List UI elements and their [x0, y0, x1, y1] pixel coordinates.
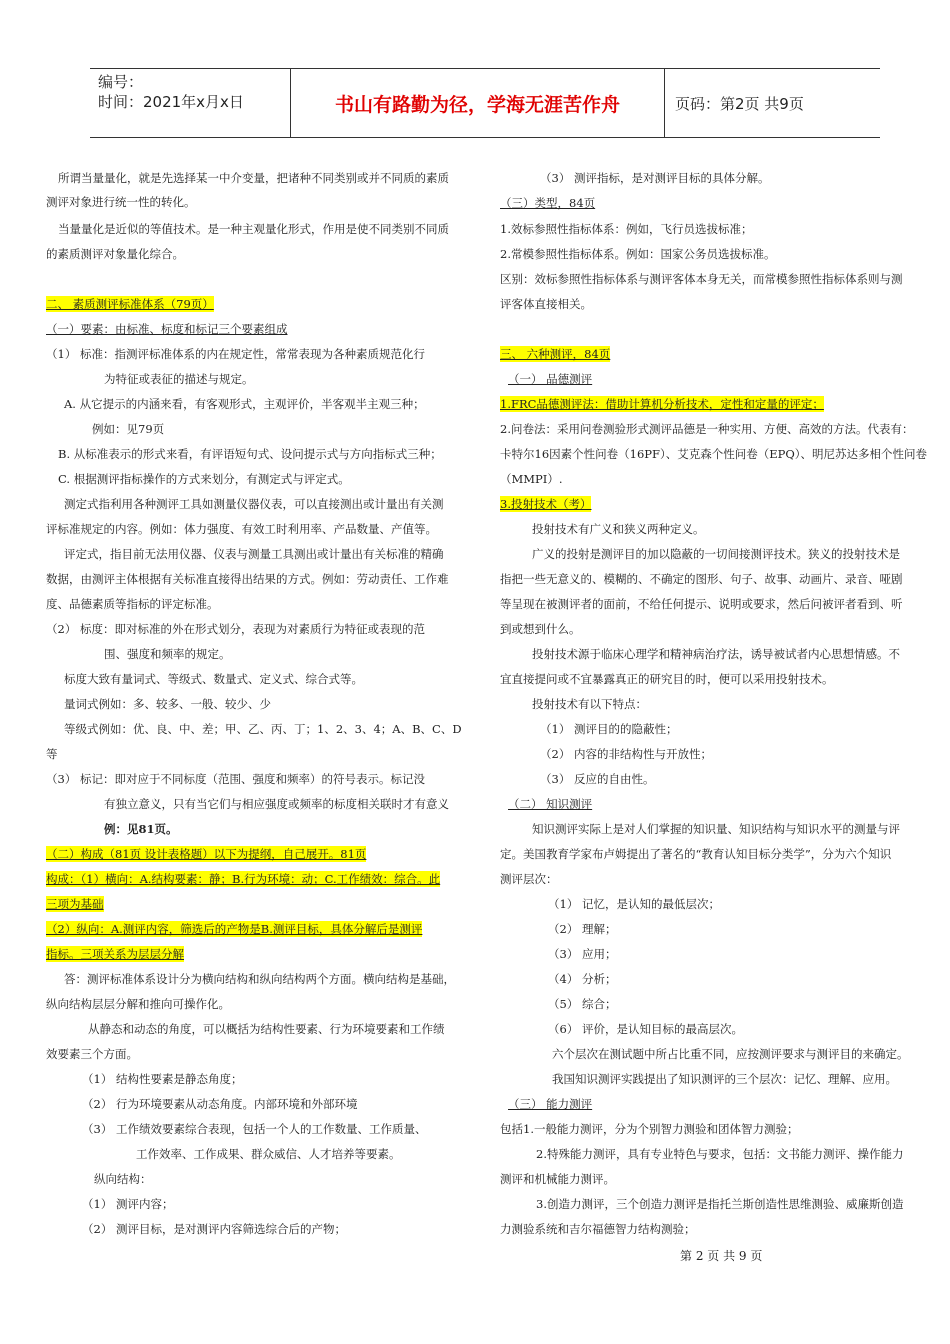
right-text-line: 测评和机械能力测评。 — [500, 1172, 615, 1186]
left-text-line: （2） 标度：即对标准的外在形式划分，表现为对素质行为特征或表现的范 — [46, 622, 425, 636]
left-text-line: 评标准规定的内容。例如：体力强度、有效工时利用率、产品数量、产值等。 — [46, 522, 437, 536]
right-text-line: （2） 理解； — [548, 922, 617, 936]
right-text-line: 3.投射技术（考） — [500, 497, 592, 511]
left-text-line: （1） 结构性要素是静态角度； — [82, 1072, 243, 1086]
left-text-line: 等 — [46, 747, 58, 761]
right-text-line: 投射技术有以下特点： — [532, 697, 647, 711]
right-text-line: 区别：效标参照性指标体系与测评客体本身无关，而常模参照性指标体系则与测 — [500, 272, 903, 286]
right-text-line: （2） 内容的非结构性与开放性； — [540, 747, 712, 761]
right-text-line: 包括1.一般能力测评，分为个别智力测验和团体智力测验； — [500, 1122, 799, 1136]
right-text-line: （3） 应用； — [548, 947, 617, 961]
left-text-line: 纵向结构： — [94, 1172, 152, 1186]
right-text-line: 3.创造力测评，三个创造力测评是指托兰斯创造性思维测验、威廉斯创造 — [536, 1197, 904, 1211]
right-text-line: 知识测评实际上是对人们掌握的知识量、知识结构与知识水平的测量与评 — [532, 822, 900, 836]
right-text-line: 力测验系统和吉尔福德智力结构测验； — [500, 1222, 696, 1236]
left-text-line: 三项为基础 — [46, 897, 104, 911]
left-text-line: （3） 工作绩效要素综合表现，包括一个人的工作数量、工作质量、 — [82, 1122, 427, 1136]
header-motto: 书山有路勤为径，学海无涯苦作舟 — [291, 69, 665, 137]
right-text-line: 测评层次： — [500, 872, 558, 886]
right-text-line: （3） 测评指标，是对测评目标的具体分解。 — [540, 171, 770, 185]
header-meta — [90, 69, 291, 137]
right-text-line: 我国知识测评实践提出了知识测评的三个层次：记忆、理解、应用。 — [552, 1072, 897, 1086]
right-text-line: 2.特殊能力测评，具有专业特色与要求，包括：文书能力测评、操作能力 — [536, 1147, 904, 1161]
right-text-line: 评客体直接相关。 — [500, 297, 592, 311]
right-text-line: （3） 反应的自由性。 — [540, 772, 655, 786]
left-text-line: 工作效率、工作成果、群众威信、人才培养等要素。 — [136, 1147, 401, 1161]
right-text-line: 定。美国教育学家布卢姆提出了著名的“教育认知目标分类学”，分为六个知识 — [500, 847, 892, 861]
left-text-line: 有独立意义，只有当它们与相应强度或频率的标度相关联时才有意义 — [104, 797, 449, 811]
left-text-line: B. 从标准表示的形式来看，有评语短句式、设问提示式与方向指标式三种； — [58, 447, 442, 461]
left-text-line: 评定式，指目前无法用仪器、仪表与测量工具测出或计量出有关标准的精确 — [64, 547, 444, 561]
right-text-line: （6） 评价，是认知目标的最高层次。 — [548, 1022, 743, 1036]
left-text-line: （二）构成（81页 设计表格题）以下为提纲，自己展开。81页 — [46, 847, 367, 861]
left-text-line: （2）纵向：A.测评内容，筛选后的产物是B.测评目标，具体分解后是测评 — [46, 922, 423, 936]
right-text-line: 卡特尔16因素个性问卷（16PF）、艾克森个性问卷（EPQ）、明尼苏达多相个性问卷 — [500, 447, 928, 461]
left-text-line: 当量量化是近似的等值技术。是一种主观量化形式，作用是使不同类别不同质 — [58, 222, 449, 236]
left-text-line: （2） 测评目标，是对测评内容筛选综合后的产物； — [82, 1222, 346, 1236]
right-text-line: 2.常模参照性指标体系。例如：国家公务员选拔标准。 — [500, 247, 776, 261]
right-text-line: （三） 能力测评 — [508, 1097, 593, 1111]
right-text-line: 2.问卷法：采用问卷测验形式测评品德是一种实用、方便、高效的方法。代表有： — [500, 422, 914, 436]
left-text-line: 答：测评标准体系设计分为横向结构和纵向结构两个方面。横向结构是基础， — [64, 972, 455, 986]
right-text-line: 1.效标参照性指标体系：例如，飞行员选拔标准； — [500, 222, 753, 236]
left-text-line: 例：见81页。 — [104, 822, 178, 836]
left-text-line: 效要素三个方面。 — [46, 1047, 138, 1061]
left-text-line: C. 根据测评指标操作的方式来划分，有测定式与评定式。 — [58, 472, 350, 486]
right-text-line: （1） 测评目的的隐蔽性； — [540, 722, 678, 736]
left-text-line: （2） 行为环境要素从动态角度。内部环境和外部环境 — [82, 1097, 358, 1111]
right-text-line: 三、 六种测评，84页 — [500, 347, 611, 361]
left-text-line: （1） 标准：指测评标准体系的内在规定性，常常表现为各种素质规范化行 — [46, 347, 425, 361]
left-text-line: 数据，由测评主体根据有关标准直接得出结果的方式。例如：劳动责任、工作难 — [46, 572, 449, 586]
left-text-line: （1） 测评内容； — [82, 1197, 174, 1211]
page-header — [90, 68, 880, 138]
left-text-line: 量词式例如：多、较多、一般、较少、少 — [64, 697, 271, 711]
left-text-line: 构成：（1）横向：A.结构要素：静；B.行为环境：动；C.工作绩效：综合。此 — [46, 872, 441, 886]
left-text-line: 围、强度和频率的规定。 — [104, 647, 231, 661]
page-number-label: 页码：第2页 共9页 — [675, 95, 804, 113]
left-text-line: 测定式指利用各种测评工具如测量仪器仪表，可以直接测出或计量出有关测 — [64, 497, 444, 511]
left-text-line: 从静态和动态的角度，可以概括为结构性要素、行为环境要素和工作绩 — [88, 1022, 445, 1036]
right-text-line: 指把一些无意义的、模糊的、不确定的图形、句子、故事、动画片、录音、哑剧 — [500, 572, 903, 586]
right-text-line: （4） 分析； — [548, 972, 617, 986]
right-text-line: （MMPI）. — [500, 472, 563, 486]
right-text-line: 广义的投射是测评目的加以隐蔽的一切间接测评技术。狭义的投射技术是 — [532, 547, 900, 561]
right-text-line: 六个层次在测试题中所占比重不同，应按测评要求与测评目的来确定。 — [552, 1047, 909, 1061]
right-text-line: 宜直接提问或不宜暴露真正的研究目的时，便可以采用投射技术。 — [500, 672, 834, 686]
right-text-line: （二） 知识测评 — [508, 797, 593, 811]
right-text-line: （三）类型，84页 — [500, 196, 596, 210]
left-text-line: （3） 标记：即对应于不同标度（范围、强度和频率）的符号表示。标记没 — [46, 772, 425, 786]
left-text-line: 的素质测评对象量化综合。 — [46, 247, 184, 261]
left-text-line: 纵向结构层层分解和推向可操作化。 — [46, 997, 230, 1011]
code-label: 编号： — [98, 73, 144, 91]
left-text-line: 测评对象进行统一性的转化。 — [46, 195, 196, 209]
left-text-line: 度、品德素质等指标的评定标准。 — [46, 597, 219, 611]
time-label: 时间：2021年x月x日 — [98, 93, 244, 111]
left-text-line: 为特征或表征的描述与规定。 — [104, 372, 254, 386]
left-text-line: A. 从它提示的内涵来看，有客观形式，主观评价，半客观半主观三种； — [64, 397, 425, 411]
right-text-line: 等呈现在被测评者的面前，不给任何提示、说明或要求，然后问被评者看到、听 — [500, 597, 903, 611]
right-text-line: 投射技术源于临床心理学和精神病治疗法，诱导被试者内心思想情感。不 — [532, 647, 900, 661]
page-footer: 第 2 页 共 9 页 — [680, 1249, 763, 1263]
left-text-line: 标度大致有量词式、等级式、数量式、定义式、综合式等。 — [64, 672, 363, 686]
left-text-line: 等级式例如：优、良、中、差；甲、乙、丙、丁；1、2、3、4；A、B、C、D — [64, 722, 462, 736]
left-text-line: 二、 素质测评标准体系（79页） — [46, 297, 214, 311]
left-text-line: 指标。三项关系为层层分解 — [46, 947, 184, 961]
right-text-line: 到或想到什么。 — [500, 622, 581, 636]
right-text-line: （一） 品德测评 — [508, 372, 593, 386]
right-text-line: 投射技术有广义和狭义两种定义。 — [532, 522, 705, 536]
left-text-line: 例如：见79页 — [92, 422, 165, 436]
left-text-line: 所谓当量量化，就是先选择某一中介变量，把诸种不同类别或并不同质的素质 — [58, 171, 449, 185]
right-text-line: 1.FRC品德测评法：借助计算机分析技术，定性和定量的评定； — [500, 397, 824, 411]
right-text-line: （5） 综合； — [548, 997, 617, 1011]
left-text-line: （一）要素：由标准、标度和标记三个要素组成 — [46, 322, 288, 336]
right-text-line: （1） 记忆，是认知的最低层次； — [548, 897, 720, 911]
